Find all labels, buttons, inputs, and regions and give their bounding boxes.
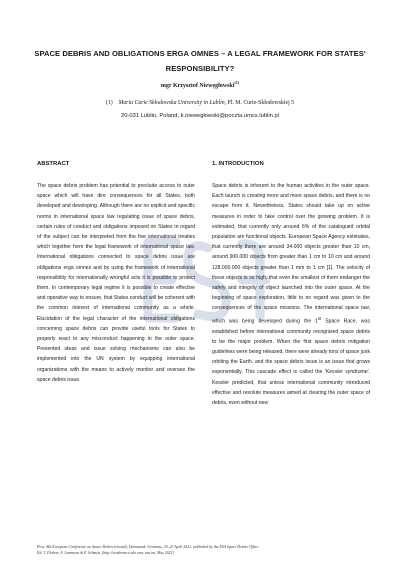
author-line [0,80,400,89]
footer [37,544,367,556]
abstract-column [37,160,195,385]
intro-text-part2: Space Race, was established before international community recognized space debris to be the major problem. When the first space debris mitigation guidelines were being released, there were already tons of space junk orbiting the Earth, and the space debris issue is an issue that grows exponentially. This cascade effect is called the ' [212,318,370,376]
introduction-text [212,181,370,408]
abstract-text: The space debris problem has potential to preclude access to outer space which will have dire consequences for all States, both developed and developing. Although there are no explicit and specific norms in international space law regulating issue of space debris, certain rules of conduct and obligations imposed on States in regard of the subject can be interpreted from the five international treaties which together form the legal framework of international space law. International obligations connected to space debris issue are obligations erga omnes and by using the framework of international responsibility for internationally wrongful acts it is possible to protect them. In contemporary legal regime it is possible to create effective and operative way to ensure, that States conduct will be coherent with the common interest of international community as a whole. Elucidation of the legal character of the international obligations concerning space debris can provide useful tools for States to properly react to any misconduct happening in the outer space. Presented ideas and issue solving mechanisms can also be implemented into the UN system by equipping international organizations with the means to actively monitor and oversee the space debris issue. [37,183,195,383]
footer-line1: Proc. 8th European Conference on Space Debris (virtual), Darmstadt, Germany, 20–23 April 2021, published by the ESA Space Debris Office [37,545,259,549]
affiliation-line2: 20-031 Lublin, Poland, k.niewegłowski@poczta.umcs.lublin.pl [121,113,279,119]
affiliation [40,97,360,123]
abstract-heading: ABSTRACT [37,161,70,167]
paper-title: SPACE DEBRIS AND OBLIGATIONS ERGA OMNES – A LEGAL FRAMEWORK FOR STATES' RESPONSIBILITY? [34,49,366,73]
author-sup: (1) [234,80,240,85]
introduction-heading: 1. INTRODUCTION [212,161,264,167]
author-name: mgr Krzysztof Niewęgłowski [160,83,235,89]
intro-text-part3: '. Kessler predicted, that unless international community introduced effective and resolute measures aimed at clearing the outer space of debris, even without new [212,369,370,406]
intro-sup: st [317,315,322,321]
affiliation-number: (1) [105,100,113,106]
introduction-column [212,160,370,408]
kessler-term: Kessler syndrome [325,369,368,376]
affiliation-institution: Maria Curie Skłodowska University in Lublin, [118,100,227,106]
affiliation-address: Pl. M. Curie-Skłodowskiej 5 [227,100,295,106]
intro-text-part1: Space debris is inherent to the human activities in the outer space. Each launch is creating more and more space debris, and there is no escape from it. Nevertheless, States should take up on active measures in order to take control over the growing problem. It is estimated, that currently only around 6% of the catalogued orbital population are functional objects. European Space Agency estimates, that currently there are around 34.000 objects greater than 10 cm, around 900.000 objects from greater than 1 cm to 10 cm and around 128.000.000 objects greater than 1 mm to 1 cm [1]. The velocity of these objects is so high, that even the smallest of them endanger the safety and integrity of object launched into the outer space. At the beginning of space exploration, little to no regard was given to the consequences of the space missions. The international space law, which was being developed during the 1 [212,183,370,325]
affiliation-line1 [40,97,360,110]
footer-line2: Ed. T. Flohrer, S. Lemmens & F. Schmitz, (http://conference.sdo.esoc.esa.int, May 2021) [37,551,175,555]
